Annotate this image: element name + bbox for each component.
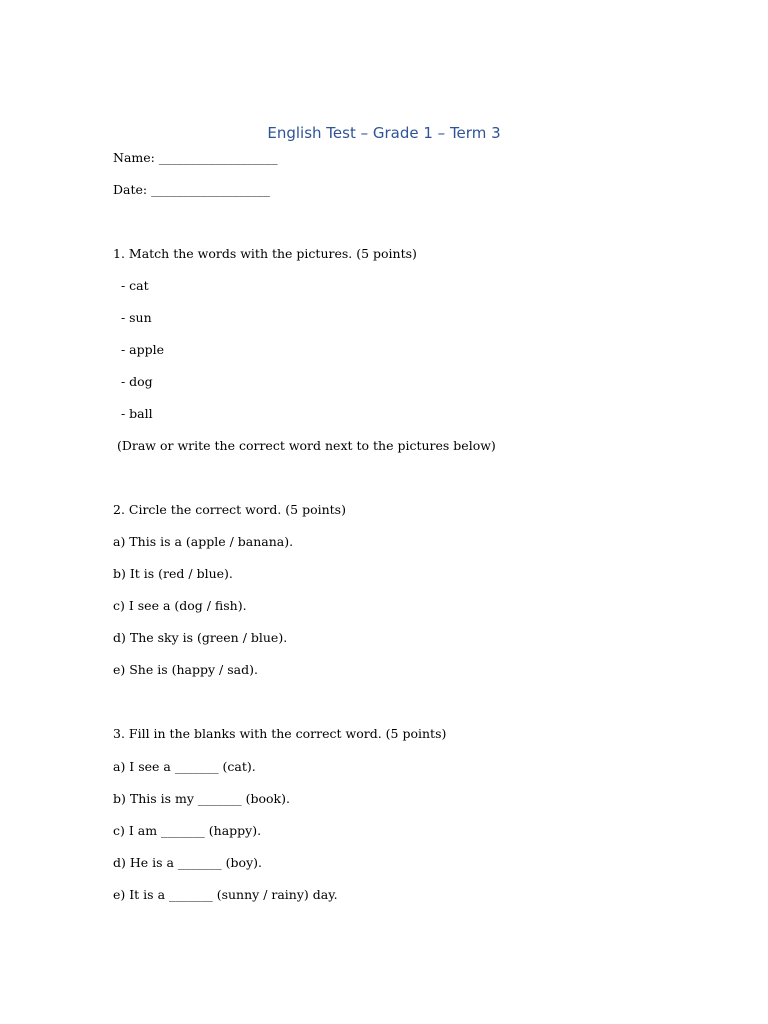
question-3-item: a) I see a _______ (cat).	[113, 759, 256, 774]
date-field-line: Date: ___________________	[113, 182, 270, 197]
question-3-item: e) It is a _______ (sunny / rainy) day.	[113, 887, 338, 902]
question-1-item: - dog	[113, 374, 153, 389]
page-title: English Test – Grade 1 – Term 3	[267, 124, 501, 142]
question-1-item: - apple	[113, 342, 164, 357]
question-2-item: e) She is (happy / sad).	[113, 662, 258, 677]
question-1-item: - cat	[113, 278, 149, 293]
question-3-item: c) I am _______ (happy).	[113, 823, 262, 838]
question-3-prompt: 3. Fill in the blanks with the correct word. (5 points)	[113, 726, 447, 741]
question-2-item: c) I see a (dog / fish).	[113, 598, 247, 613]
question-2-item: b) It is (red / blue).	[113, 566, 233, 581]
question-1-item: - ball	[113, 406, 153, 421]
name-field-line: Name: ___________________	[113, 150, 278, 165]
question-2-item: d) The sky is (green / blue).	[113, 630, 288, 645]
question-1-item: - sun	[113, 310, 152, 325]
question-1-note: (Draw or write the correct word next to the pictures below)	[113, 438, 496, 453]
question-2-prompt: 2. Circle the correct word. (5 points)	[113, 502, 346, 517]
question-1-prompt: 1. Match the words with the pictures. (5 points)	[113, 246, 417, 261]
question-2-item: a) This is a (apple / banana).	[113, 534, 294, 549]
question-3-item: b) This is my _______ (book).	[113, 791, 290, 806]
question-3-item: d) He is a _______ (boy).	[113, 855, 262, 870]
